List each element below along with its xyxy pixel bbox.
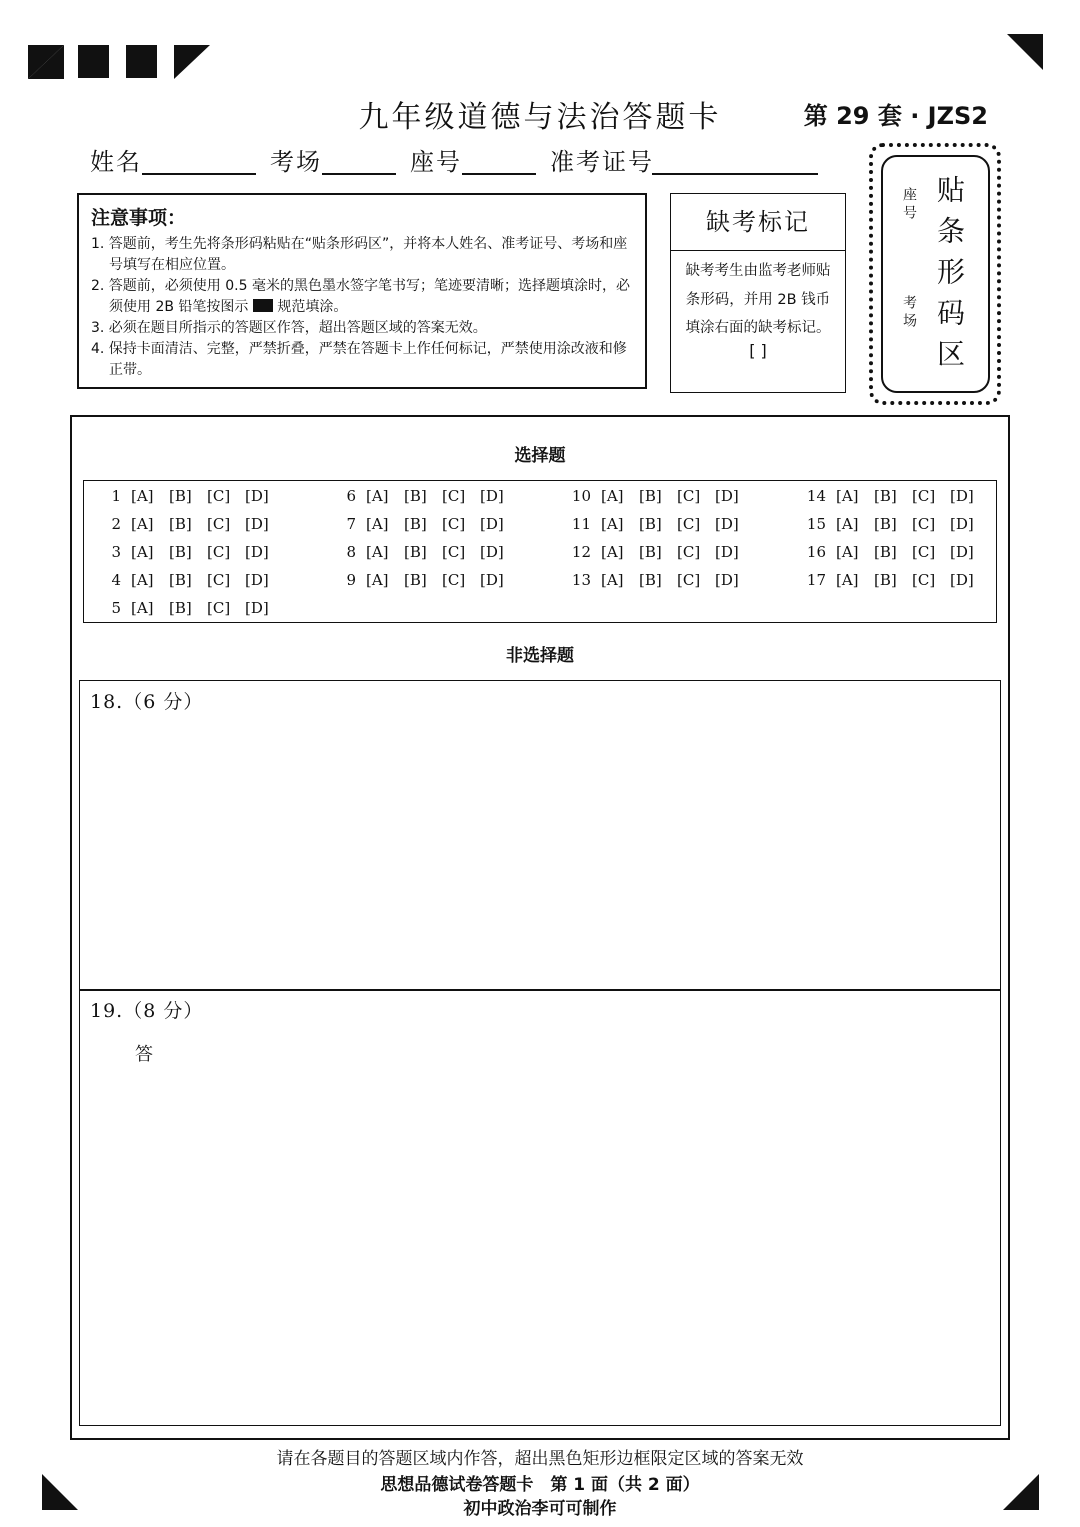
choice-bubble-b[interactable]: [B]	[169, 599, 192, 617]
filled-bubble-example-icon	[253, 299, 273, 312]
choice-question-12	[571, 543, 753, 561]
choice-question-16	[806, 543, 988, 561]
q18-title: 18.（6 分）	[90, 691, 204, 713]
choice-bubble-a[interactable]: [A]	[131, 571, 154, 589]
choice-question-8	[346, 543, 518, 561]
room-label: 考场	[270, 148, 322, 176]
seat-label: 座号	[410, 148, 462, 176]
choice-bubble-d[interactable]: [D]	[950, 543, 974, 561]
choice-bubble-b[interactable]: [B]	[639, 543, 662, 561]
choice-question-number: 17	[806, 571, 826, 589]
choice-question-13	[571, 571, 753, 589]
choice-question-5	[111, 599, 283, 617]
choice-bubble-c[interactable]: [C]	[207, 599, 231, 617]
choice-bubble-d[interactable]: [D]	[715, 571, 739, 589]
barcode-area	[881, 155, 990, 393]
choice-bubble-c[interactable]: [C]	[442, 487, 466, 505]
choice-question-number: 15	[806, 515, 826, 533]
choice-bubble-b[interactable]: [B]	[639, 571, 662, 589]
choice-bubble-b[interactable]: [B]	[874, 515, 897, 533]
notice-item-4: 4. 保持卡面清洁、完整，严禁折叠，严禁在答题卡上作任何标记，严禁使用涂改液和修正带。	[91, 341, 627, 378]
choice-question-number: 10	[571, 487, 591, 505]
choice-bubble-d[interactable]: [D]	[245, 515, 269, 533]
choice-bubble-c[interactable]: [C]	[442, 543, 466, 561]
choice-question-number: 12	[571, 543, 591, 561]
choice-bubble-c[interactable]: [C]	[677, 487, 701, 505]
choice-question-3	[111, 543, 283, 561]
choice-bubble-d[interactable]: [D]	[715, 487, 739, 505]
choice-bubble-a[interactable]: [A]	[131, 543, 154, 561]
choice-bubble-b[interactable]: [B]	[639, 487, 662, 505]
answer-sheet-title: 九年级道德与法治答题卡	[358, 100, 722, 135]
choice-question-15	[806, 515, 988, 533]
choice-bubble-c[interactable]: [C]	[207, 571, 231, 589]
choice-question-11	[571, 515, 753, 533]
choice-bubble-b[interactable]: [B]	[169, 487, 192, 505]
choice-bubble-d[interactable]: [D]	[950, 515, 974, 533]
choice-question-number: 11	[571, 515, 591, 533]
choice-bubble-a[interactable]: [A]	[131, 599, 154, 617]
choice-question-number: 2	[111, 515, 121, 533]
choice-bubble-a[interactable]: [A]	[601, 487, 624, 505]
choice-bubble-b[interactable]: [B]	[874, 543, 897, 561]
choice-bubble-c[interactable]: [C]	[207, 515, 231, 533]
choice-question-7	[346, 515, 518, 533]
choice-bubble-c[interactable]: [C]	[912, 515, 936, 533]
choice-question-number: 16	[806, 543, 826, 561]
q19-title: 19.（8 分）	[90, 1000, 204, 1022]
choice-bubble-c[interactable]: [C]	[442, 515, 466, 533]
timing-mark-square-1	[78, 45, 109, 78]
footer-page-info: 思想品德试卷答题卡 第 1 面（共 2 面）	[380, 1475, 700, 1495]
notice-title: 注意事项：	[91, 207, 187, 229]
choice-bubble-d[interactable]: [D]	[950, 487, 974, 505]
notice-item-2-suffix: 规范填涂。	[277, 299, 348, 315]
choice-question-number: 4	[111, 571, 121, 589]
choice-bubble-d[interactable]: [D]	[480, 487, 504, 505]
choice-bubble-a[interactable]: [A]	[131, 515, 154, 533]
choice-question-10	[571, 487, 753, 505]
choice-bubble-b[interactable]: [B]	[874, 571, 897, 589]
choice-question-number: 9	[346, 571, 356, 589]
choice-bubble-a[interactable]: [A]	[836, 543, 859, 561]
absent-checkbox[interactable]: [ ]	[749, 340, 767, 360]
choice-question-number: 3	[111, 543, 121, 561]
ticket-label: 准考证号	[550, 148, 654, 176]
timing-mark-slant	[174, 45, 210, 79]
choice-bubble-d[interactable]: [D]	[480, 571, 504, 589]
timing-mark-square-2	[126, 45, 157, 78]
choice-question-6	[346, 487, 518, 505]
choice-bubble-b[interactable]: [B]	[169, 543, 192, 561]
choice-bubble-b[interactable]: [B]	[874, 487, 897, 505]
choice-bubble-c[interactable]: [C]	[442, 571, 466, 589]
room-field[interactable]	[322, 173, 396, 175]
choice-bubble-a[interactable]: [A]	[836, 571, 859, 589]
choice-question-number: 8	[346, 543, 356, 561]
barcode-area-label: 贴条形码区	[933, 175, 966, 380]
choice-bubble-d[interactable]: [D]	[480, 543, 504, 561]
footer-warning: 请在各题目的答题区域内作答，超出黑色矩形边框限定区域的答案无效	[276, 1449, 804, 1469]
choice-bubble-c[interactable]: [C]	[912, 571, 936, 589]
choice-bubble-b[interactable]: [B]	[169, 571, 192, 589]
choice-answer-grid	[83, 480, 997, 623]
choice-bubble-a[interactable]: [A]	[601, 571, 624, 589]
barcode-seat-label: 座号	[901, 187, 917, 223]
choice-question-number: 5	[111, 599, 121, 617]
choice-section-title: 选择题	[514, 446, 566, 466]
choice-bubble-d[interactable]: [D]	[245, 571, 269, 589]
choice-bubble-c[interactable]: [C]	[207, 543, 231, 561]
choice-bubble-a[interactable]: [A]	[366, 543, 389, 561]
choice-question-4	[111, 571, 283, 589]
choice-bubble-a[interactable]: [A]	[601, 543, 624, 561]
choice-question-number: 7	[346, 515, 356, 533]
choice-question-14	[806, 487, 988, 505]
choice-bubble-a[interactable]: [A]	[131, 487, 154, 505]
choice-bubble-a[interactable]: [A]	[836, 487, 859, 505]
choice-question-17	[806, 571, 988, 589]
choice-bubble-d[interactable]: [D]	[245, 599, 269, 617]
choice-bubble-c[interactable]: [C]	[677, 515, 701, 533]
name-label: 姓名	[90, 148, 142, 176]
choice-question-2	[111, 515, 283, 533]
set-label: 第 29 套 · JZS2	[803, 102, 988, 130]
choice-bubble-c[interactable]: [C]	[912, 543, 936, 561]
absent-title: 缺考标记	[671, 194, 845, 251]
name-field[interactable]	[142, 173, 256, 175]
choice-bubble-a[interactable]: [A]	[366, 515, 389, 533]
choice-question-number: 1	[111, 487, 121, 505]
choice-question-number: 6	[346, 487, 356, 505]
answer-area-q18[interactable]	[79, 680, 1001, 991]
choice-bubble-c[interactable]: [C]	[207, 487, 231, 505]
choice-bubble-a[interactable]: [A]	[366, 571, 389, 589]
choice-bubble-c[interactable]: [C]	[677, 543, 701, 561]
choice-bubble-b[interactable]: [B]	[404, 543, 427, 561]
choice-bubble-d[interactable]: [D]	[715, 515, 739, 533]
choice-bubble-d[interactable]: [D]	[715, 543, 739, 561]
choice-bubble-b[interactable]: [B]	[404, 515, 427, 533]
choice-bubble-a[interactable]: [A]	[601, 515, 624, 533]
notice-item-2	[91, 276, 633, 318]
nonchoice-section-title: 非选择题	[506, 646, 574, 666]
absent-instructions: 缺考考生由监考老师贴条形码，并用 2B 钱币填涂右面的缺考标记。	[685, 263, 831, 336]
footer-maker: 初中政治李可可制作	[463, 1499, 617, 1519]
absent-mark-box	[670, 193, 846, 393]
choice-question-number: 14	[806, 487, 826, 505]
seat-field[interactable]	[462, 173, 536, 175]
choice-bubble-c[interactable]: [C]	[912, 487, 936, 505]
ticket-field[interactable]	[652, 173, 818, 175]
choice-question-1	[111, 487, 283, 505]
choice-bubble-d[interactable]: [D]	[950, 571, 974, 589]
student-info-row	[90, 142, 830, 182]
timing-mark-top-right	[1007, 34, 1043, 70]
choice-bubble-c[interactable]: [C]	[677, 571, 701, 589]
notice-box	[77, 193, 647, 389]
barcode-room-label: 考场	[901, 295, 917, 331]
choice-bubble-b[interactable]: [B]	[404, 487, 427, 505]
choice-bubble-d[interactable]: [D]	[245, 543, 269, 561]
notice-item-2-text: 2. 答题前，必须使用 0.5 毫米的黑色墨水签字笔书写；笔迹要清晰；选择题填涂时，必须使用 2B 铅笔按图示	[91, 278, 630, 315]
timing-mark-top-left	[28, 45, 64, 79]
choice-question-9	[346, 571, 518, 589]
choice-bubble-d[interactable]: [D]	[480, 515, 504, 533]
choice-bubble-d[interactable]: [D]	[245, 487, 269, 505]
choice-bubble-a[interactable]: [A]	[366, 487, 389, 505]
notice-item-1: 1. 答题前，考生先将条形码粘贴在“贴条形码区”，并将本人姓名、准考证号、考场和座号填写在相应位置。	[91, 236, 628, 273]
choice-bubble-a[interactable]: [A]	[836, 515, 859, 533]
notice-item-3: 3. 必须在题目所指示的答题区作答，超出答题区域的答案无效。	[91, 320, 487, 336]
choice-bubble-b[interactable]: [B]	[639, 515, 662, 533]
q19-answer-label: 答	[135, 1044, 153, 1065]
choice-question-number: 13	[571, 571, 591, 589]
choice-bubble-b[interactable]: [B]	[169, 515, 192, 533]
answer-area-q19[interactable]	[79, 989, 1001, 1426]
choice-bubble-b[interactable]: [B]	[404, 571, 427, 589]
